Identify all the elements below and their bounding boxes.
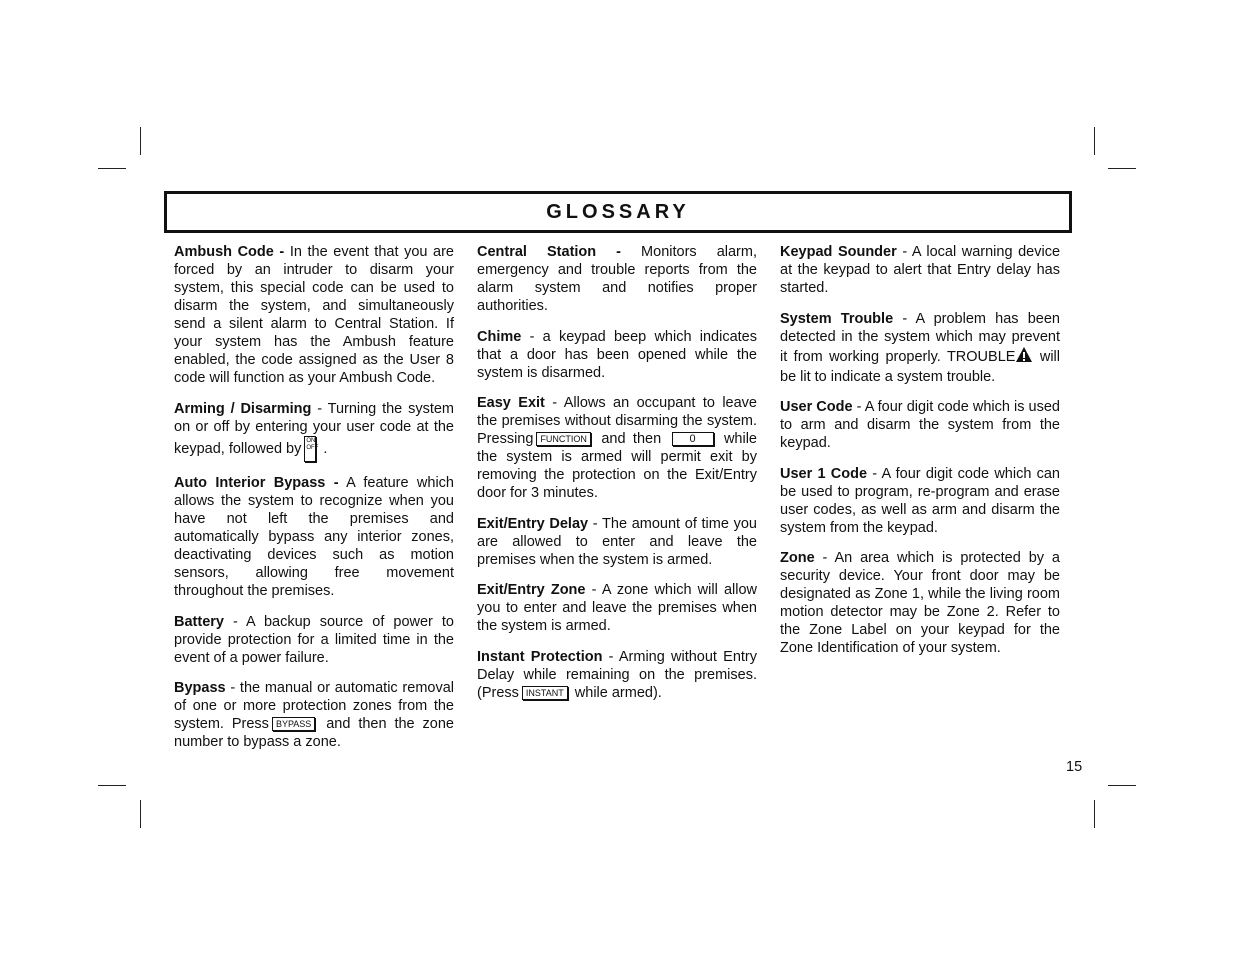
definition: Monitors alarm, emergency and trouble reports from the alarm system and notifies proper authorities. — [477, 244, 757, 314]
column-left — [174, 243, 454, 764]
glossary-entry-exit-delay — [477, 515, 757, 569]
crop-mark — [140, 800, 141, 828]
glossary-entry-ambush — [174, 243, 454, 387]
term: System Trouble — [780, 310, 894, 327]
definition-end: . — [319, 440, 328, 457]
glossary-entry-zone — [780, 549, 1060, 657]
warning-triangle-icon — [1015, 346, 1033, 368]
page-title: GLOSSARY — [546, 200, 690, 223]
bypass-key-icon: BYPASS — [272, 717, 315, 731]
glossary-entry-bypass — [174, 679, 454, 751]
crop-mark — [98, 785, 126, 786]
term: Zone — [780, 550, 815, 566]
glossary-entry-battery — [174, 613, 454, 667]
term: Keypad Sounder — [780, 244, 897, 260]
crop-mark — [1094, 800, 1095, 828]
crop-mark — [140, 127, 141, 155]
definition: - Turning the system on or off by entering your user code at the keypad, followed by — [174, 400, 454, 457]
crop-mark — [1094, 127, 1095, 155]
term: Arming / Disarming — [174, 400, 312, 417]
definition: A feature which allows the system to recognize when you have not left the premises and automatically bypass any interior zones, deactivating devices such as motion sensors, allowing free movement throughout the premises. — [174, 475, 454, 599]
definition-end: will be lit to indicate a system trouble. — [780, 348, 1061, 385]
definition: - Arming without Entry Delay while remaining on the premises. (Press — [477, 648, 757, 701]
definition: - A zone which will allow you to enter and leave the premises when the system is armed. — [477, 582, 757, 634]
definition: - Allows an occupant to leave the premises without disarming the system. Pressing — [477, 395, 757, 447]
definition: - the manual or automatic removal of one or more protection zones from the system. Press — [174, 680, 454, 732]
glossary-entry-auto-bypass — [174, 474, 454, 600]
definition: - An area which is protected by a security device. Your front door may be designated as Zone 1, while the living room motion detector may be Zone 2. Refer to the Zone Label on your keypad for the Zone Identification of your system. — [780, 550, 1060, 656]
glossary-entry-user-code — [780, 398, 1060, 452]
on-off-key-icon: ON OFF — [304, 436, 316, 462]
glossary-entry-exit-zone — [477, 581, 757, 635]
glossary-entry-keypad-sounder — [780, 243, 1060, 297]
definition-end: while the system is armed will permit exit by removing the protection on the Exit/Entry door for 3 minutes. — [477, 431, 757, 501]
term: Bypass — [174, 680, 226, 696]
definition-end: while armed). — [570, 684, 662, 701]
term: Ambush Code - — [174, 244, 285, 260]
crop-mark — [98, 168, 126, 169]
term: Auto Interior Bypass - — [174, 475, 339, 491]
crop-mark — [1108, 785, 1136, 786]
glossary-entry-user1-code — [780, 465, 1060, 537]
title-box — [164, 191, 1072, 233]
definition-mid: and then — [593, 431, 662, 447]
term: Central Station - — [477, 244, 622, 260]
term: Battery — [174, 613, 224, 630]
definition: - A backup source of power to provide protection for a limited time in the event of a power failure. — [174, 613, 454, 666]
glossary-entry-chime — [477, 328, 757, 382]
term: Chime — [477, 328, 522, 345]
term: User 1 Code — [780, 465, 868, 482]
definition: - A four digit code which can be used to program, re-program and erase user codes, as well as arm and disarm the system from the keypad. — [780, 465, 1060, 536]
definition-end: and then the zone number to bypass a zone. — [174, 716, 454, 750]
definition: - A four digit code which is used to arm and disarm the system from the keypad. — [780, 399, 1060, 451]
term: Instant Protection — [477, 648, 603, 665]
column-middle — [477, 243, 757, 714]
definition: - a keypad beep which indicates that a door has been opened while the system is disarmed. — [477, 328, 757, 381]
term: User Code — [780, 399, 853, 415]
page-number: 15 — [1066, 759, 1083, 775]
definition: - The amount of time you are allowed to enter and leave the premises when the system is armed. — [477, 515, 757, 568]
function-key-icon: FUNCTION — [536, 432, 591, 446]
glossary-entry-system-trouble — [780, 310, 1060, 386]
term: Exit/Entry Delay — [477, 515, 589, 532]
definition: - A local warning device at the keypad to alert that Entry delay has started. — [780, 244, 1061, 296]
glossary-entry-instant — [477, 648, 757, 702]
term: Exit/Entry Zone — [477, 582, 586, 598]
term: Easy Exit — [477, 395, 545, 411]
glossary-entry-central-station — [477, 243, 757, 315]
column-right — [780, 243, 1060, 670]
instant-key-icon: INSTANT — [522, 686, 568, 700]
glossary-entry-easy-exit — [477, 394, 757, 502]
zero-key-icon: 0 — [672, 432, 714, 446]
definition: In the event that you are forced by an intruder to disarm your system, this special code can be used to disarm the system, and simultaneously send a silent alarm to Central Station. If your system has the Ambush feature enabled, the code assigned as the User 8 code will function as your Ambush Code. — [174, 244, 454, 386]
definition: - A problem has been detected in the system which may prevent it from working properly. TROUBLE — [780, 310, 1060, 365]
crop-mark — [1108, 168, 1136, 169]
glossary-entry-arming — [174, 400, 454, 462]
